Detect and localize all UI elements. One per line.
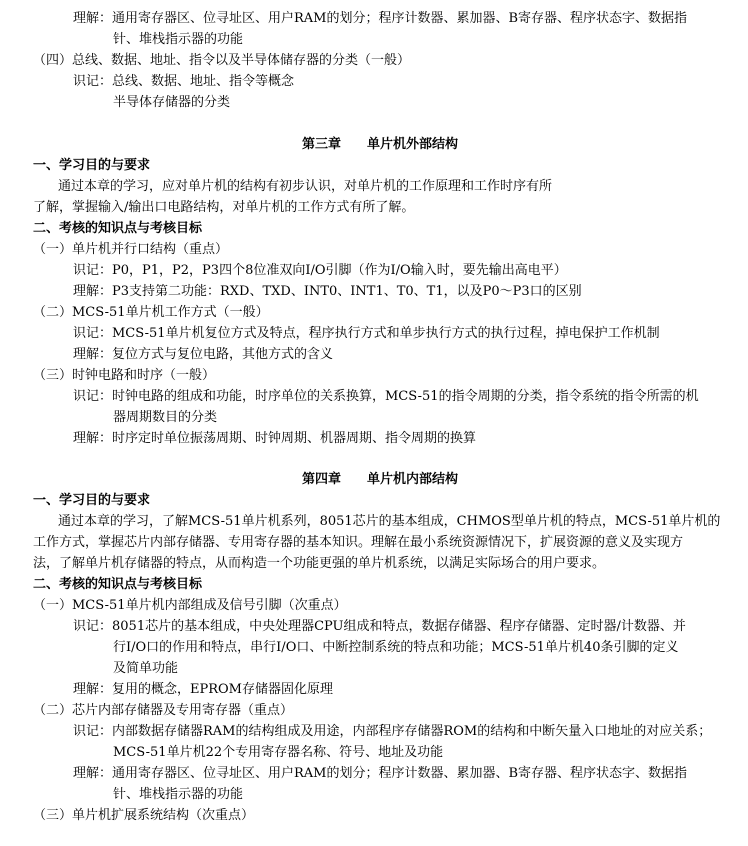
chapter-title: 第四章 单片机内部结构 (302, 472, 459, 487)
section-heading: 一、学习目的与要求 (33, 493, 151, 508)
section-heading: 二、考核的知识点与考核目标 (33, 577, 203, 592)
subsection-heading: （三）单片机扩展系统结构（次重点） (33, 808, 255, 823)
section-heading: 二、考核的知识点与考核目标 (33, 221, 203, 236)
chapter-title: 第三章 单片机外部结构 (302, 137, 459, 152)
subsection-heading: （二）MCS-51单片机工作方式（一般） (33, 305, 269, 320)
paragraph-line: 通过本章的学习，应对单片机的结构有初步认识，对单片机的工作原理和工作时序有所 (58, 179, 553, 194)
subsection-heading: （二）芯片内部存储器及专用寄存器（重点） (33, 703, 294, 718)
text-line: 针、堆栈指示器的功能 (113, 32, 244, 47)
paragraph-line: 法，了解单片机存储器的特点，从而构造一个功能更强的单片机系统，以满足实际场合的用户要求。 (33, 556, 606, 571)
text-line: 识记：总线、数据、地址、指令等概念 (73, 74, 295, 89)
text-line: 识记：8051芯片的基本组成，中央处理器CPU组成和特点，数据存储器、程序存储器、定时器/计数器、并 (73, 619, 686, 634)
text-line: MCS-51单片机22个专用寄存器名称、符号、地址及功能 (113, 745, 444, 760)
paragraph-line: 工作方式，掌握芯片内部存储器、专用寄存器的基本知识。理解在最小系统资源情况下，扩展资源的意义及实现方 (33, 535, 684, 550)
text-line: 半导体存储器的分类 (113, 95, 231, 110)
text-line: 及简单功能 (113, 661, 179, 676)
text-line: 器周期数目的分类 (113, 410, 218, 425)
text-line: 理解：复位方式与复位电路，其他方式的含义 (73, 347, 334, 362)
paragraph-line: 了解，掌握输入/输出口电路结构，对单片机的工作方式有所了解。 (33, 200, 415, 215)
subsection-heading: （一）MCS-51单片机内部组成及信号引脚（次重点） (33, 598, 347, 613)
text-line: 理解：通用寄存器区、位寻址区、用户RAM的划分；程序计数器、累加器、B寄存器、程序状态字、数据指 (73, 11, 688, 26)
text-line: 理解：复用的概念，EPROM存储器固化原理 (73, 682, 333, 697)
text-line: 识记：内部数据存储器RAM的结构组成及用途，内部程序存储器ROM的结构和中断矢量入口地址的对应关系； (73, 724, 712, 739)
text-line: 理解：通用寄存器区、位寻址区、用户RAM的划分；程序计数器、累加器、B寄存器、程序状态字、数据指 (73, 766, 688, 781)
text-line: 识记：MCS-51单片机复位方式及特点，程序执行方式和单步执行方式的执行过程，掉电保护工作机制 (73, 326, 660, 341)
text-line: 针、堆栈指示器的功能 (113, 787, 244, 802)
paragraph-line: 通过本章的学习，了解MCS-51单片机系列，8051芯片的基本组成，CHMOS型单片机的特点，MCS-51单片机的 (58, 514, 721, 529)
section-heading: （四）总线、数据、地址、指令以及半导体储存器的分类（一般） (33, 53, 411, 68)
text-line: 理解：P3支持第二功能：RXD、TXD、INT0、INT1、T0、T1，以及P0～P3口的区别 (73, 284, 582, 299)
subsection-heading: （一）单片机并行口结构（重点） (33, 242, 229, 257)
text-line: 识记：P0，P1，P2，P3四个8位准双向I/O引脚（作为I/O输入时，要先输出高电平） (73, 263, 567, 278)
text-line: 识记：时钟电路的组成和功能，时序单位的关系换算，MCS-51的指令周期的分类，指令系统的指令所需的机 (73, 389, 699, 404)
text-line: 行I/O口的作用和特点，串行I/O口、中断控制系统的特点和功能；MCS-51单片机40条引脚的定义 (113, 640, 679, 655)
text-line: 理解：时序定时单位振荡周期、时钟周期、机器周期、指令周期的换算 (73, 431, 477, 446)
subsection-heading: （三）时钟电路和时序（一般） (33, 368, 216, 383)
section-heading: 一、学习目的与要求 (33, 158, 151, 173)
